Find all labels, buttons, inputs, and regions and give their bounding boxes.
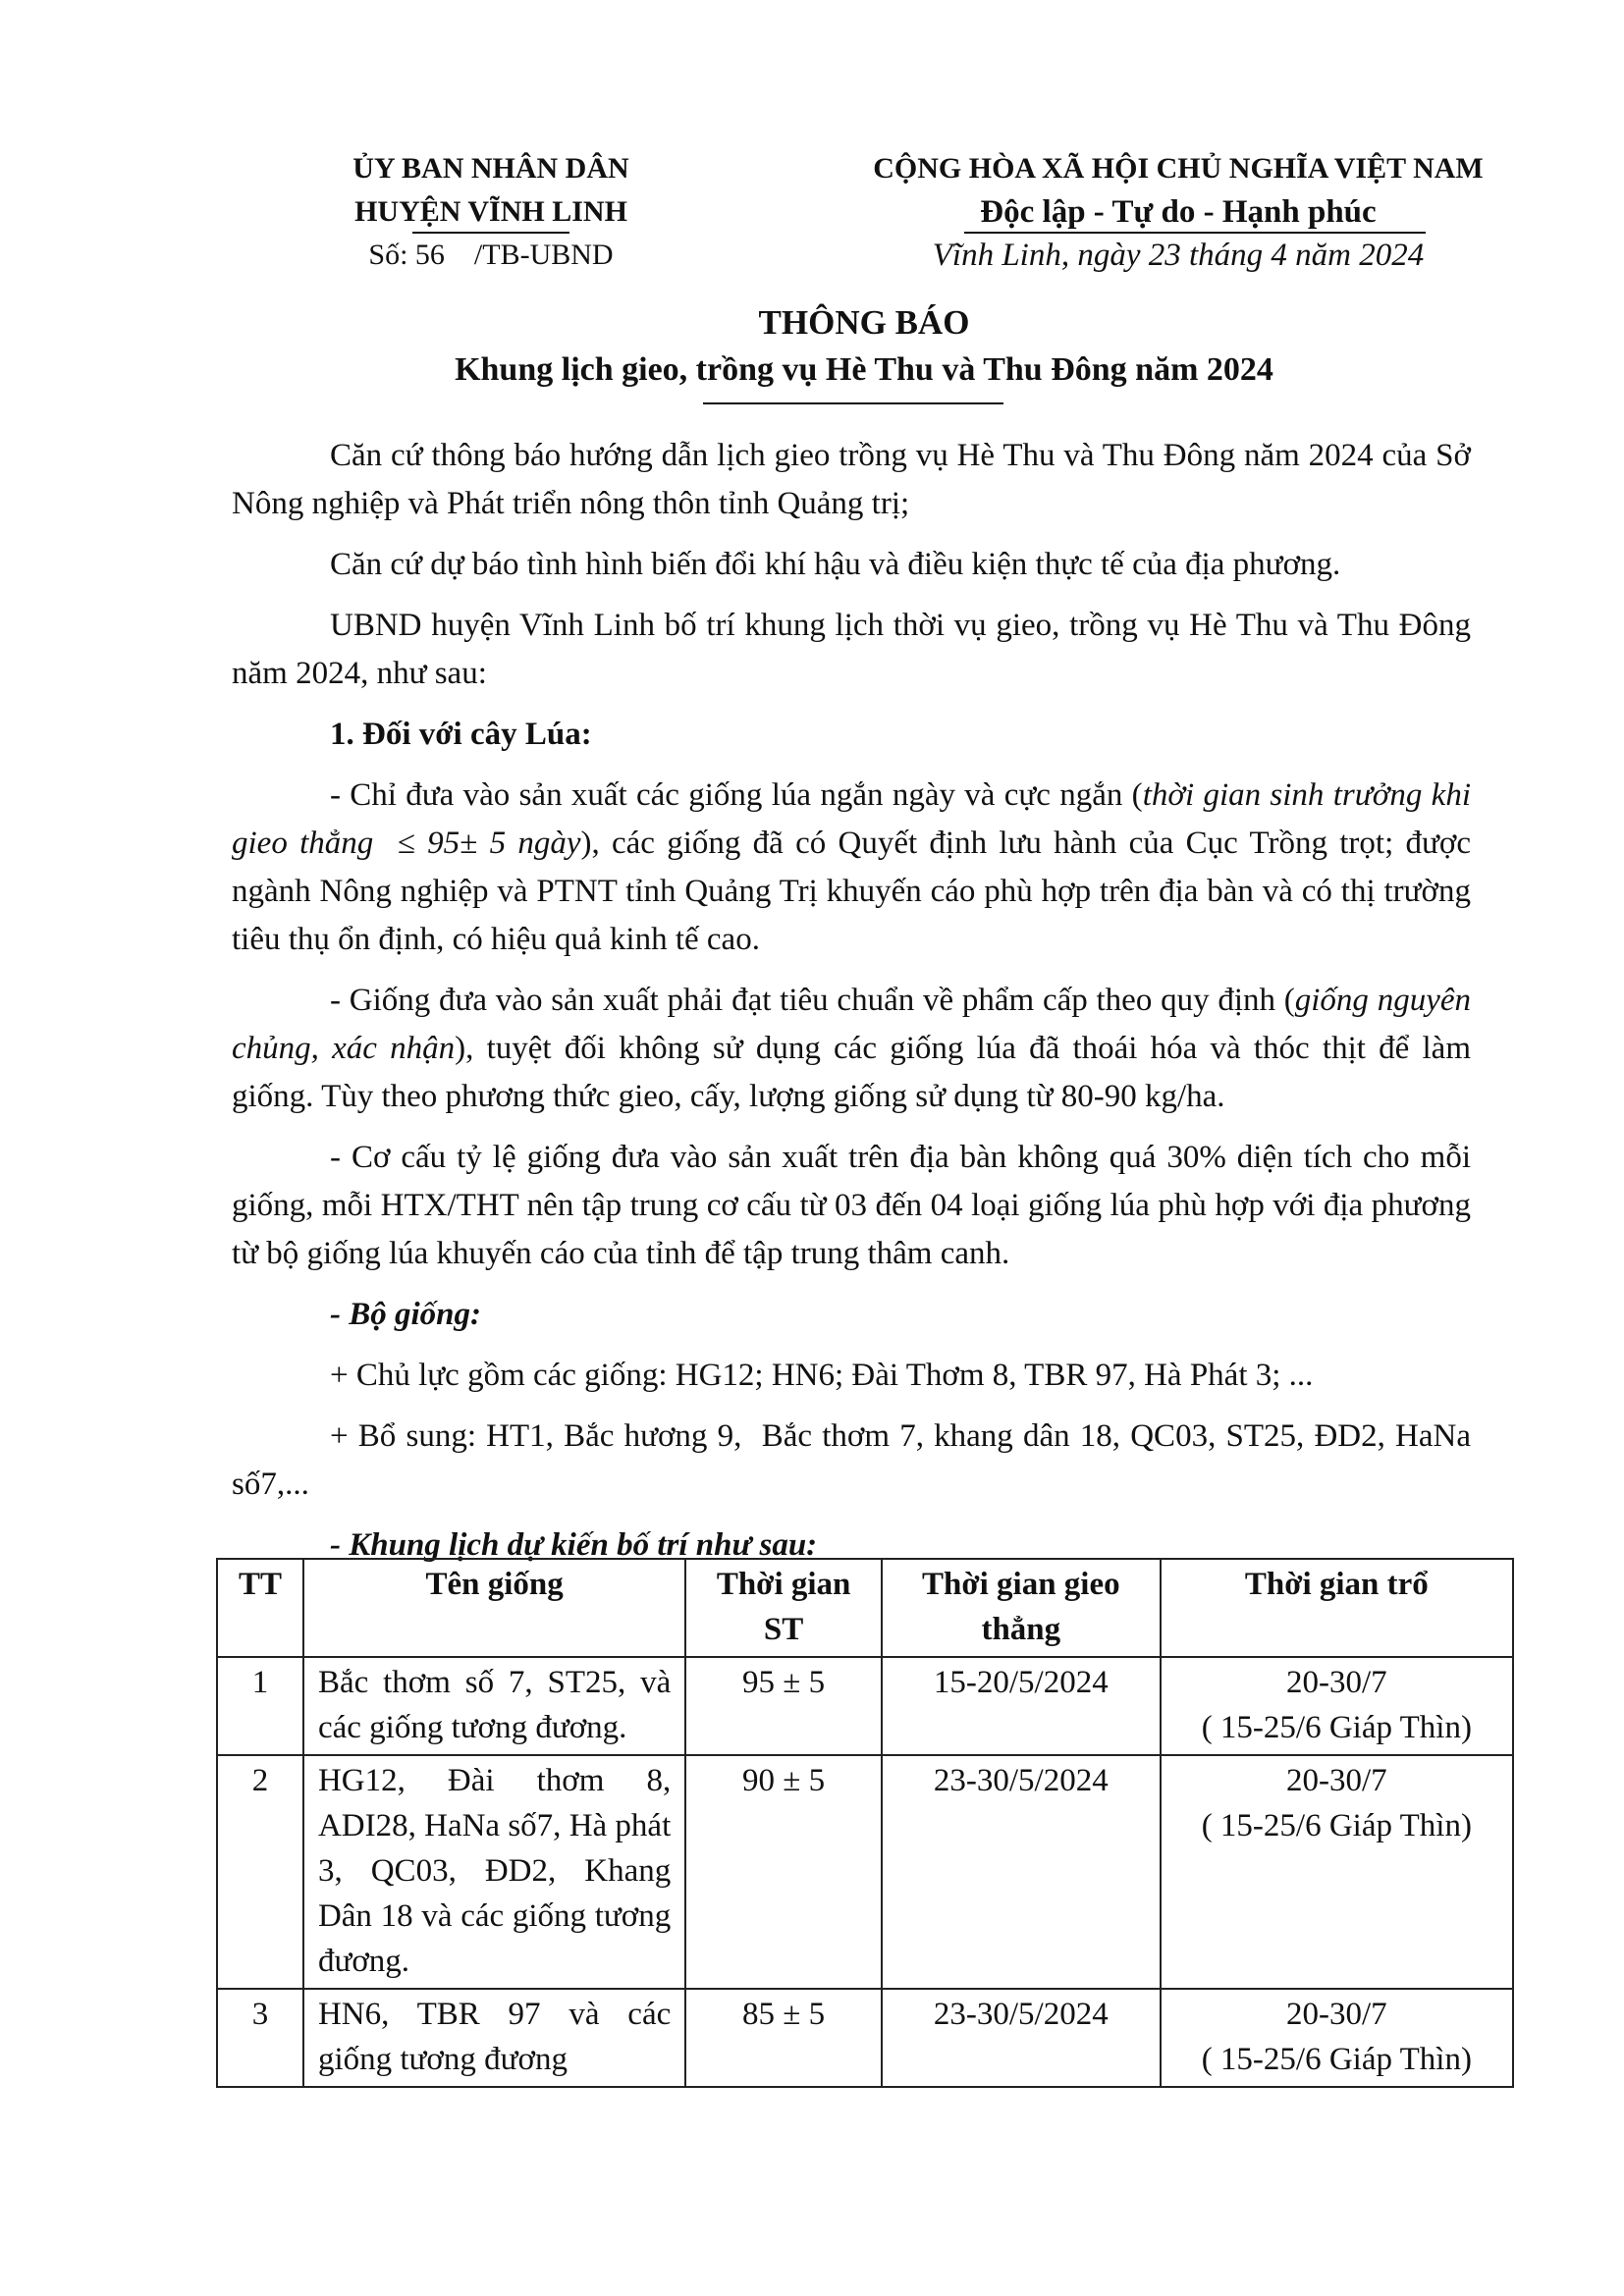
section-heading-rice: 1. Đối với cây Lúa: [330,717,592,752]
paragraph-basis-2: Căn cứ dự báo tình hình biến đổi khí hậu và điều kiện thực tế của địa phương. [330,547,1341,582]
cell-variety: HN6, TBR 97 và các giống tương đương [303,1989,685,2087]
bullet-2-text-a: - Giống đưa vào sản xuất phải đạt tiêu chuẩn về phẩm cấp theo quy định ( [330,983,1295,1018]
cell-duration: 95 ± 5 [685,1657,882,1755]
document-number: Số: 56 /TB-UBND [368,239,614,271]
agency-line-1: ỦY BAN NHÂN DÂN [352,152,629,185]
heading-lunar-date: ( 15-25/6 Giáp Thìn) [1201,1710,1472,1745]
column-header-duration: Thời gian ST [685,1559,882,1657]
paragraph-intro: UBND huyện Vĩnh Linh bố trí khung lịch thời vụ gieo, trồng vụ Hè Thu và Thu Đông năm 2024, như sau: [232,608,1471,691]
table-row [217,1755,1513,1989]
cell-heading [1161,1989,1513,2087]
heading-date: 20-30/7 [1285,1997,1387,2032]
cell-heading [1161,1657,1513,1755]
variety-set-main: + Chủ lực gồm các giống: HG12; HN6; Đài Thơm 8, TBR 97, Hà Phát 3; ... [330,1358,1314,1393]
table-row [217,1657,1513,1755]
heading-lunar-date: ( 15-25/6 Giáp Thìn) [1201,1808,1472,1843]
document-subject: Khung lịch gieo, trồng vụ Hè Thu và Thu Đông năm 2024 [455,351,1273,388]
schedule-heading: - Khung lịch dự kiến bố trí như sau: [330,1527,818,1563]
cell-tt: 2 [217,1755,303,1989]
heading-date: 20-30/7 [1285,1763,1387,1798]
agency-block [295,147,687,277]
cell-variety: Bắc thơm số 7, ST25, và các giống tương đương. [303,1657,685,1755]
country-name: CỘNG HÒA XÃ HỘI CHỦ NGHĨA VIỆT NAM [873,152,1484,185]
column-header-tt: TT [217,1559,303,1657]
paragraph-basis-1: Căn cứ thông báo hướng dẫn lịch gieo trồng vụ Hè Thu và Thu Đông năm 2024 của Sở Nông nghiệp và Phát triển nông thôn tỉnh Quảng trị; [232,438,1471,521]
heading-date: 20-30/7 [1285,1665,1387,1700]
cell-tt: 3 [217,1989,303,2087]
agency-line-2: HUYỆN VĨNH LINH [354,195,627,228]
document-type: THÔNG BÁO [758,303,970,342]
document-title [216,299,1512,394]
national-motto: Độc lập - Tự do - Hạnh phúc [980,194,1377,230]
bullet-1-italic: thời gian sinh trưởng khi gieo thẳng ≤ 95± 5 ngày [232,777,1480,861]
schedule-table [216,1558,1514,2088]
table-row [217,1989,1513,2087]
bullet-2-text-b: ), tuyệt đối không sử dụng các giống lúa đã thoái hóa và thóc thịt để làm giống. Tùy theo phương thức gieo, cấy, lượng giống sử dụng từ 80-90 kg/ha. [232,1031,1471,1114]
cell-sowing: 23-30/5/2024 [882,1989,1161,2087]
heading-lunar-date: ( 15-25/6 Giáp Thìn) [1201,2042,1472,2077]
national-header [815,147,1542,277]
bullet-variety-ratio: - Cơ cấu tỷ lệ giống đưa vào sản xuất trên địa bàn không quá 30% diện tích cho mỗi giống, mỗi HTX/THT nên tập trung cơ cấu từ 03 đến 04 loại giống lúa phù hợp với địa phương từ bộ giống lúa khuyến cáo của tỉnh để tập trung thâm canh. [232,1140,1471,1271]
cell-tt: 1 [217,1657,303,1755]
column-header-variety: Tên giống [303,1559,685,1657]
cell-heading [1161,1755,1513,1989]
variety-set-heading: - Bộ giống: [330,1297,482,1332]
bullet-short-duration [232,772,1480,964]
variety-set-extra: + Bổ sung: HT1, Bắc hương 9, Bắc thơm 7, khang dân 18, QC03, ST25, ĐD2, HaNa số7,... [232,1418,1480,1502]
document-body [232,432,1480,1570]
bullet-seed-standard [232,977,1471,1121]
cell-sowing: 23-30/5/2024 [882,1755,1161,1989]
bullet-2-italic: giống nguyên chủng, xác nhận [232,983,1471,1066]
cell-sowing: 15-20/5/2024 [882,1657,1161,1755]
cell-duration: 85 ± 5 [685,1989,882,2087]
agency-underline [412,232,569,234]
bullet-1-text-a: - Chỉ đưa vào sản xuất các giống lúa ngắn ngày và cực ngắn ( [330,777,1143,813]
bullet-1-text-b: ), các giống đã có Quyết định lưu hành của Cục Trồng trọt; được ngành Nông nghiệp và PTNT tỉnh Quảng Trị khuyến cáo phù hợp trên địa bàn và có thị trường tiêu thụ ổn định, có hiệu quả kinh tế cao. [232,826,1471,957]
cell-variety: HG12, Đài thơm 8, ADI28, HaNa số7, Hà phát 3, QC03, ĐD2, Khang Dân 18 và các giống tương đương. [303,1755,685,1989]
title-underline [703,402,1003,404]
cell-duration: 90 ± 5 [685,1755,882,1989]
column-header-heading: Thời gian trổ [1161,1559,1513,1657]
motto-underline [964,232,1426,234]
table-header-row [217,1559,1513,1657]
place-date: Vĩnh Linh, ngày 23 tháng 4 năm 2024 [932,238,1425,273]
column-header-sowing: Thời gian gieo thẳng [882,1559,1161,1657]
